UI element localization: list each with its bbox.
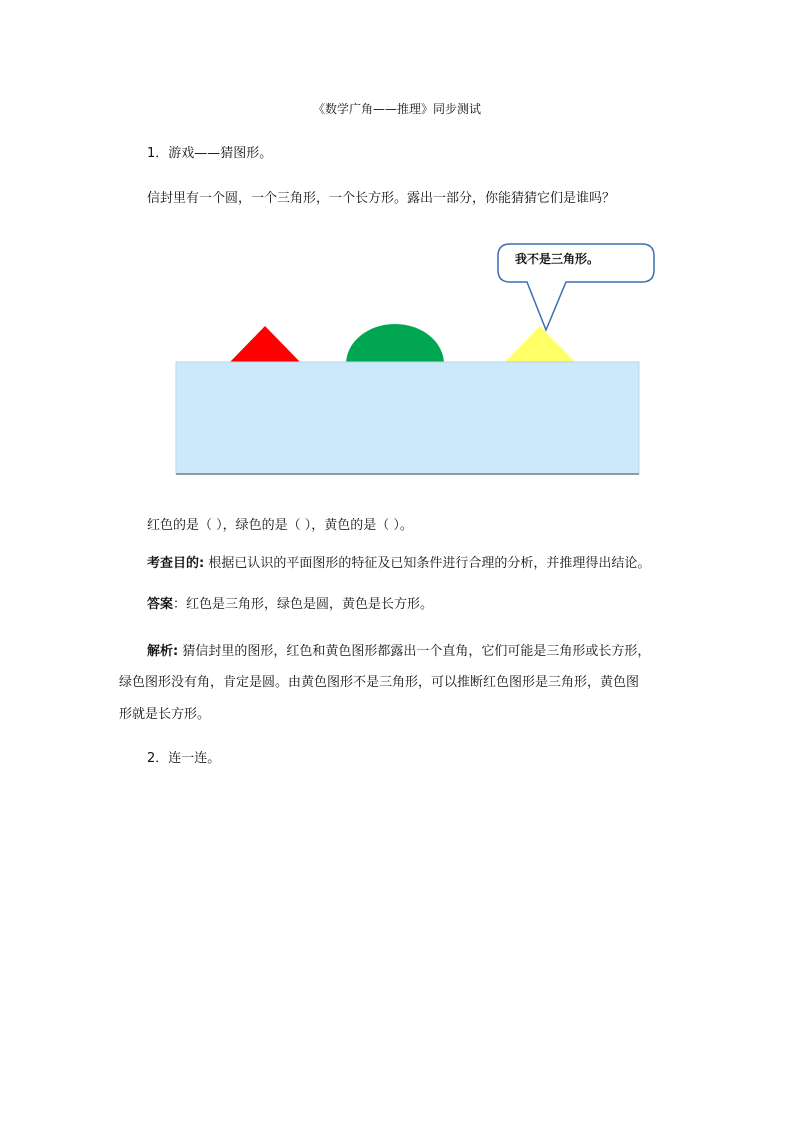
purpose-line (147, 552, 650, 571)
analysis-text-1: 猜信封里的图形，红色和黄色图形都露出一个直角，它们可能是三角形或长方形， (178, 644, 651, 659)
analysis-line-2: 绿色图形没有角，肯定是圆。由黄色图形不是三角形，可以推断红色图形是三角形，黄色图 (119, 675, 640, 690)
analysis-label: 解析: (147, 644, 179, 659)
question-2-heading: 2．连一连。 (147, 751, 221, 766)
envelope-illustration (170, 236, 670, 486)
answer-text: ：红色是三角形，绿色是圆，黄色是长方形。 (173, 597, 434, 612)
green-shape (346, 324, 444, 364)
analysis-line-3: 形就是长方形。 (119, 707, 211, 722)
question-1-heading: 1．游戏——猜图形。 (147, 146, 273, 161)
question-1-prompt: 信封里有一个圆，一个三角形，一个长方形。露出一部分，你能猜猜它们是谁吗？ (147, 191, 616, 206)
envelope (176, 362, 639, 474)
purpose-text: 根据已认识的平面图形的特征及已知条件进行合理的分析，并推理得出结论。 (204, 556, 651, 571)
red-shape (230, 326, 300, 362)
envelope-figure (170, 236, 670, 486)
yellow-shape (505, 326, 575, 362)
speech-bubble-text: 我不是三角形。 (515, 252, 600, 266)
answer-line (147, 593, 433, 612)
fill-in-blanks: 红色的是（ ），绿色的是（ ），黄色的是（ ）。 (147, 518, 413, 533)
answer-label: 答案 (147, 597, 174, 612)
purpose-label: 考查目的: (147, 556, 205, 571)
document-title: 《数学广角——推理》同步测试 (312, 102, 481, 116)
analysis-line-1 (147, 640, 650, 659)
